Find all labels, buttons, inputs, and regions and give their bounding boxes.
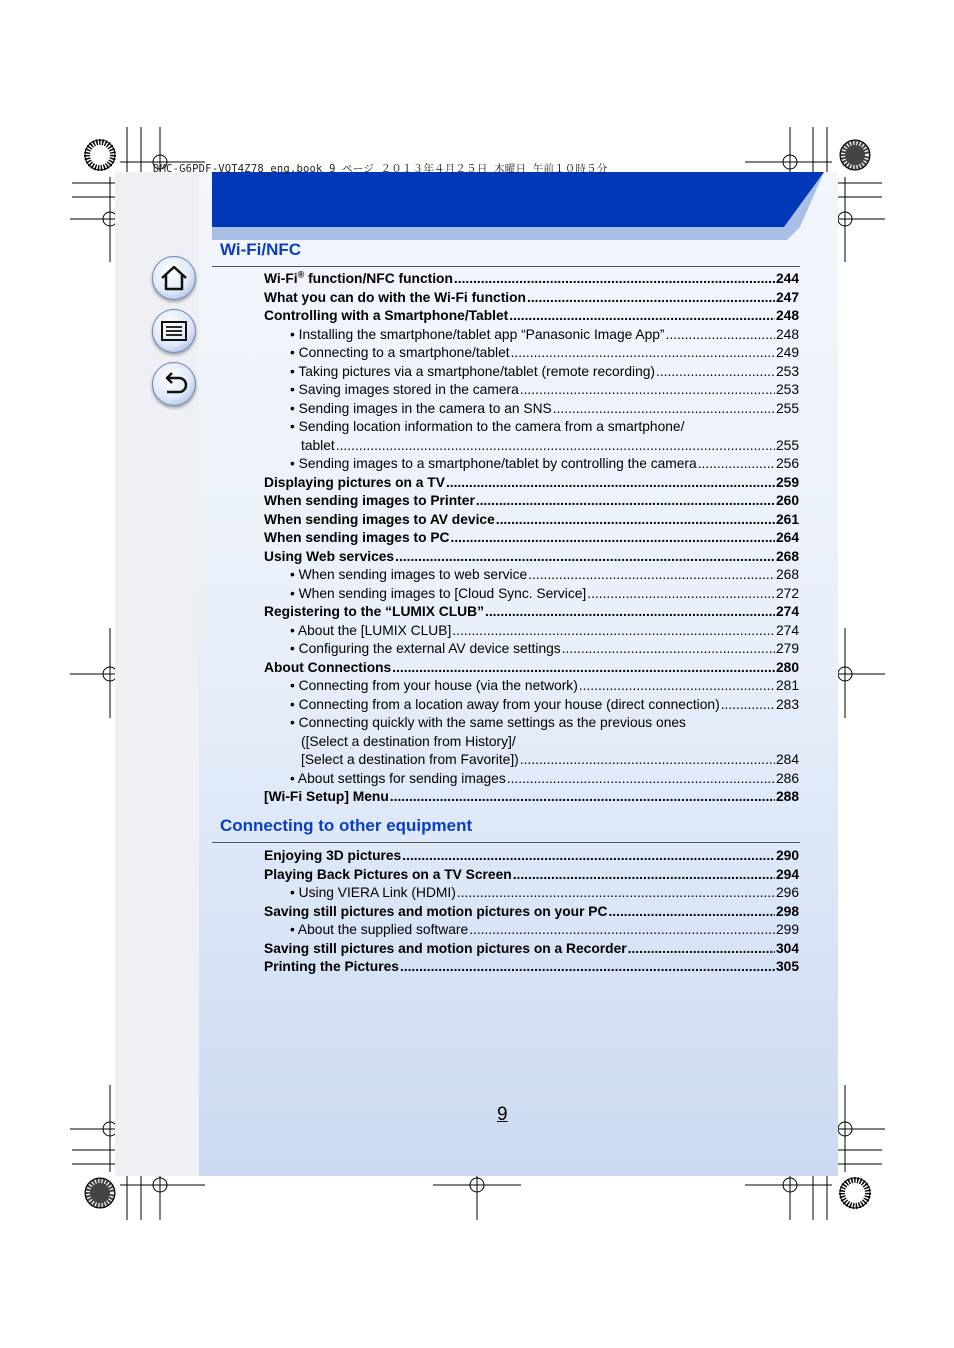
toc-page-number[interactable]: 255 bbox=[775, 400, 799, 416]
dot-leader bbox=[390, 788, 775, 807]
toc-entry-text: Registering to the “LUMIX CLUB” bbox=[264, 604, 484, 619]
toc-entry-text: • Connecting from a location away from your house (direct connection) bbox=[290, 696, 720, 712]
toc-entry-text: tablet bbox=[301, 437, 335, 453]
toc-entry-text: function/NFC function bbox=[304, 271, 453, 286]
toc-entry-text: Displaying pictures on a TV bbox=[264, 474, 445, 490]
toc-entry[interactable] bbox=[264, 511, 799, 530]
toc-entry-title bbox=[264, 270, 453, 289]
toc-page-number[interactable]: 305 bbox=[775, 959, 799, 974]
toc-page-number[interactable]: 260 bbox=[775, 493, 799, 508]
toc-entry-text: [Wi-Fi Setup] Menu bbox=[264, 789, 389, 804]
toc-entry-title bbox=[290, 400, 552, 419]
toc-page-number[interactable]: 299 bbox=[775, 922, 799, 937]
toc-entry-text: • Sending images in the camera to an SNS bbox=[290, 400, 552, 416]
toc-entry-text: ([Select a destination from History]/ bbox=[301, 733, 516, 749]
toc-entry-text: • About settings for sending images bbox=[290, 770, 506, 786]
toc-entry-title bbox=[264, 788, 389, 807]
toc-entry-text: • Using VIERA Link (HDMI) bbox=[290, 885, 456, 900]
toc-page-number[interactable]: 268 bbox=[775, 567, 799, 582]
toc-entry-title bbox=[301, 733, 516, 752]
toc-entry-title bbox=[264, 307, 508, 326]
toc-entry-text: When sending images to Printer bbox=[264, 493, 475, 508]
back-button[interactable] bbox=[152, 362, 196, 406]
toc-page-number[interactable]: 248 bbox=[775, 308, 799, 323]
toc-entry[interactable] bbox=[264, 696, 799, 715]
page-number: 9 bbox=[497, 1104, 508, 1125]
toc-entry[interactable] bbox=[264, 884, 799, 903]
toc-entry-title bbox=[290, 381, 519, 400]
toc-entry-text: • Configuring the external AV device settings bbox=[290, 641, 561, 656]
print-header-line: DMC-G6PDF-VQT4Z78_eng.book 9 ページ ２０１３年４月２５日 木曜日 午前１０時５分 bbox=[153, 163, 608, 175]
toc-page-number[interactable]: 298 bbox=[775, 903, 799, 919]
toc-entry[interactable] bbox=[264, 289, 799, 308]
toc-page-number[interactable]: 280 bbox=[775, 659, 799, 675]
toc-entry-text: • Connecting quickly with the same settings as the previous ones bbox=[290, 715, 686, 730]
toc-entry-title bbox=[264, 289, 526, 308]
toc-entry[interactable] bbox=[264, 677, 799, 696]
toc-entry[interactable] bbox=[264, 548, 799, 567]
toc-entry-text: • Saving images stored in the camera bbox=[290, 382, 519, 397]
toc-page-number[interactable]: 255 bbox=[775, 437, 799, 453]
toc-entry-title bbox=[290, 921, 468, 940]
dot-leader bbox=[392, 659, 775, 678]
dot-leader bbox=[496, 511, 775, 530]
toc-page-number[interactable]: 288 bbox=[775, 789, 799, 804]
toc-list-connecting bbox=[264, 847, 799, 977]
dot-leader bbox=[587, 585, 775, 604]
dot-leader bbox=[507, 770, 775, 789]
list-icon bbox=[159, 316, 189, 346]
toc-page-number[interactable]: 253 bbox=[775, 382, 799, 397]
dot-leader bbox=[476, 492, 775, 511]
toc-entry-text: • About the supplied software bbox=[290, 922, 469, 937]
toc-entry[interactable] bbox=[264, 455, 799, 474]
dot-leader bbox=[656, 363, 775, 382]
home-icon bbox=[159, 263, 189, 293]
toc-entry-text: • Installing the smartphone/tablet app “Panasonic Image App” bbox=[290, 326, 665, 342]
toc-entry-title bbox=[290, 884, 456, 903]
toc-entry-title bbox=[290, 418, 684, 437]
toc-entry[interactable] bbox=[264, 866, 799, 885]
toc-entry[interactable] bbox=[264, 474, 799, 493]
toc-page-number[interactable]: 284 bbox=[775, 752, 799, 767]
toc-entry-title bbox=[301, 751, 519, 770]
toc-entry[interactable] bbox=[264, 958, 799, 977]
toc-entry[interactable] bbox=[264, 903, 799, 922]
toc-entry-text: Enjoying 3D pictures bbox=[264, 848, 402, 863]
toc-entry-text: • Connecting from your house (via the network) bbox=[290, 678, 578, 693]
toc-entry-text: Using Web services bbox=[264, 548, 395, 564]
toc-entry[interactable] bbox=[264, 307, 799, 326]
dot-leader bbox=[513, 866, 775, 885]
dot-leader bbox=[454, 270, 775, 289]
toc-page-number[interactable]: 279 bbox=[775, 641, 799, 656]
dot-leader bbox=[698, 455, 775, 474]
toc-entry-title bbox=[301, 437, 335, 456]
toc-page-number[interactable]: 272 bbox=[775, 585, 799, 601]
dot-leader bbox=[336, 437, 775, 456]
toc-entry-title bbox=[290, 344, 510, 363]
dot-leader bbox=[402, 847, 775, 866]
toc-entry[interactable] bbox=[264, 529, 799, 548]
dot-leader bbox=[579, 677, 775, 696]
toc-page-number[interactable]: 256 bbox=[775, 456, 799, 471]
toc-entry-title bbox=[264, 940, 627, 959]
toc-page-number[interactable]: 294 bbox=[775, 866, 799, 882]
toc-entry-text: • Connecting to a smartphone/tablet bbox=[290, 345, 510, 360]
toc-entry[interactable] bbox=[264, 363, 799, 382]
toc-page-number[interactable]: 247 bbox=[775, 289, 799, 305]
toc-page-number[interactable]: 290 bbox=[775, 848, 799, 863]
toc-entry-title bbox=[290, 640, 561, 659]
toc-entry-title bbox=[264, 529, 450, 548]
toc-page-number[interactable]: 286 bbox=[775, 770, 799, 786]
toc-page-number[interactable]: 261 bbox=[775, 511, 799, 527]
toc-entry[interactable] bbox=[264, 770, 799, 789]
toc-entry-text: Printing the Pictures bbox=[264, 959, 399, 974]
section-divider bbox=[212, 842, 800, 843]
toc-page-number[interactable]: 304 bbox=[775, 940, 799, 956]
dot-leader bbox=[608, 903, 775, 922]
home-button[interactable] bbox=[152, 256, 196, 300]
dot-leader bbox=[562, 640, 775, 659]
toc-entry-title bbox=[264, 958, 399, 977]
toc-entry bbox=[264, 733, 799, 752]
toc-entry[interactable] bbox=[264, 270, 799, 289]
toc-page-number[interactable]: 244 bbox=[775, 271, 799, 286]
toc-entry[interactable] bbox=[264, 788, 799, 807]
toc-page-number[interactable]: 283 bbox=[775, 696, 799, 712]
dot-leader bbox=[451, 529, 775, 548]
toc-entry bbox=[264, 418, 799, 437]
dot-leader bbox=[446, 474, 775, 493]
toc-entry-title bbox=[264, 659, 391, 678]
dot-leader bbox=[485, 603, 775, 622]
toc-page-number[interactable]: 264 bbox=[775, 530, 799, 545]
back-arrow-icon bbox=[159, 369, 189, 399]
toc-page-number[interactable]: 296 bbox=[775, 885, 799, 900]
toc-entry[interactable] bbox=[264, 751, 799, 770]
toc-entry-title bbox=[290, 677, 578, 696]
dot-leader bbox=[395, 548, 775, 567]
toc-entry[interactable] bbox=[264, 400, 799, 419]
toc-entry[interactable] bbox=[264, 659, 799, 678]
toc-entry[interactable] bbox=[264, 640, 799, 659]
toc-entry-title bbox=[290, 696, 720, 715]
toc-entry-text: • Sending images to a smartphone/tablet by controlling the camera bbox=[290, 456, 697, 471]
toc-page-number[interactable]: 274 bbox=[775, 604, 799, 619]
toc-entry[interactable] bbox=[264, 603, 799, 622]
toc-entry-title bbox=[264, 847, 401, 866]
toc-entry[interactable] bbox=[264, 326, 799, 345]
dot-leader bbox=[400, 958, 775, 977]
toc-page-number[interactable]: 259 bbox=[775, 474, 799, 490]
toc-entry-text: Wi-Fi bbox=[264, 271, 298, 286]
toc-entry[interactable] bbox=[264, 585, 799, 604]
toc-entry-title bbox=[290, 714, 686, 733]
toc-page-number[interactable]: 268 bbox=[775, 548, 799, 564]
toc-entry[interactable] bbox=[264, 622, 799, 641]
toc-entry-title bbox=[264, 511, 495, 530]
toc-entry-text: Controlling with a Smartphone/Tablet bbox=[264, 308, 509, 323]
toc-entry-title bbox=[290, 622, 451, 641]
toc-entry[interactable] bbox=[264, 940, 799, 959]
dot-leader bbox=[527, 289, 775, 308]
toc-entry-text: What you can do with the Wi-Fi function bbox=[264, 289, 526, 305]
toc-entry-title bbox=[264, 903, 607, 922]
section-title-wifi-nfc: Wi-Fi/NFC bbox=[220, 240, 302, 259]
header-banner bbox=[212, 172, 824, 240]
toc-page-number[interactable]: 274 bbox=[775, 622, 799, 638]
toc-entry[interactable] bbox=[264, 566, 799, 585]
dot-leader bbox=[553, 400, 775, 419]
toc-entry-title bbox=[264, 866, 512, 885]
dot-leader bbox=[666, 326, 775, 345]
toc-page-number[interactable]: 253 bbox=[775, 363, 799, 379]
toc-entry-title bbox=[290, 455, 697, 474]
dot-leader bbox=[509, 307, 775, 326]
section-divider bbox=[212, 266, 800, 267]
toc-entry-title bbox=[264, 548, 394, 567]
toc-entry-title bbox=[290, 326, 665, 345]
section-title-connecting: Connecting to other equipment bbox=[220, 816, 473, 835]
toc-entry-text: • About the [LUMIX CLUB] bbox=[290, 622, 452, 638]
toc-page-number[interactable]: 281 bbox=[775, 678, 799, 693]
toc-entry-text: • When sending images to [Cloud Sync. Service] bbox=[290, 585, 587, 601]
toc-entry-title bbox=[290, 566, 527, 585]
toc-entry-text: • When sending images to web service bbox=[290, 567, 528, 582]
toc-list-wifi-nfc bbox=[264, 270, 799, 807]
toc-entry-text: Saving still pictures and motion pictures on your PC bbox=[264, 903, 608, 919]
dot-leader bbox=[511, 344, 775, 363]
toc-entry-title bbox=[264, 474, 445, 493]
toc-entry-text: When sending images to PC bbox=[264, 530, 450, 545]
toc-entry-text: Playing Back Pictures on a TV Screen bbox=[264, 866, 512, 882]
toc-entry-text: • Taking pictures via a smartphone/tablet (remote recording) bbox=[290, 363, 656, 379]
dot-leader bbox=[469, 921, 775, 940]
toc-entry-title bbox=[290, 770, 506, 789]
dot-leader bbox=[452, 622, 775, 641]
toc-entry-title bbox=[264, 603, 484, 622]
dot-leader bbox=[721, 696, 775, 715]
toc-entry[interactable] bbox=[264, 847, 799, 866]
dot-leader bbox=[528, 566, 775, 585]
toc-entry[interactable] bbox=[264, 344, 799, 363]
toc-entry-title bbox=[290, 363, 655, 382]
dot-leader bbox=[628, 940, 775, 959]
toc-entry-title bbox=[290, 585, 586, 604]
toc-entry[interactable] bbox=[264, 437, 799, 456]
dot-leader bbox=[457, 884, 775, 903]
toc-entry bbox=[264, 714, 799, 733]
registered-mark: ® bbox=[297, 269, 305, 280]
toc-entry-text: • Sending location information to the camera from a smartphone/ bbox=[290, 419, 685, 434]
toc-entry[interactable] bbox=[264, 492, 799, 511]
toc-entry[interactable] bbox=[264, 921, 799, 940]
toc-page-number[interactable]: 248 bbox=[775, 326, 799, 342]
toc-entry-text: Saving still pictures and motion pictures on a Recorder bbox=[264, 940, 627, 956]
toc-entry-title bbox=[264, 492, 475, 511]
table-of-contents-button[interactable] bbox=[152, 309, 196, 353]
dot-leader bbox=[520, 751, 775, 770]
toc-entry-text: [Select a destination from Favorite]) bbox=[301, 752, 519, 767]
toc-entry-text: About Connections bbox=[264, 659, 392, 675]
toc-entry[interactable] bbox=[264, 381, 799, 400]
dot-leader bbox=[520, 381, 775, 400]
toc-entry-text: When sending images to AV device bbox=[264, 511, 495, 527]
toc-page-number[interactable]: 249 bbox=[775, 345, 799, 360]
